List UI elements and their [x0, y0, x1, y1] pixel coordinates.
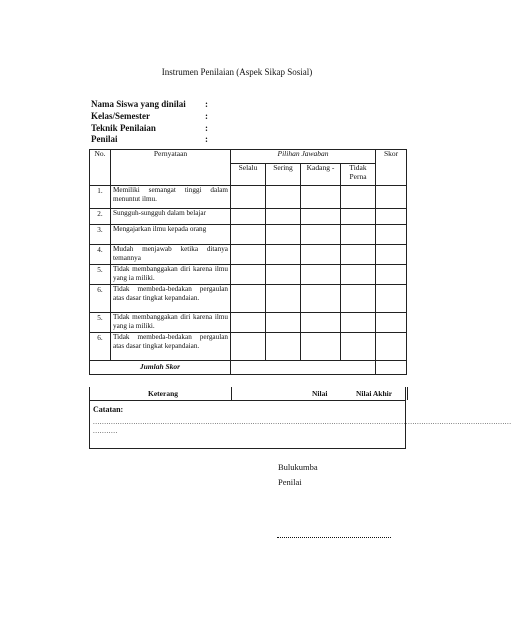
table-row — [90, 186, 407, 209]
signature-line — [277, 537, 391, 538]
nilai-label: Nilai — [312, 389, 328, 398]
header-option-sering: Sering — [266, 164, 301, 186]
catatan-label: Catatan: — [93, 405, 124, 414]
total-row — [90, 361, 407, 375]
answer-cell[interactable] — [266, 245, 301, 265]
answer-cell[interactable] — [341, 313, 376, 333]
field-kelas-semester — [91, 111, 208, 121]
field-label: Penilai — [91, 134, 118, 144]
answer-cell[interactable] — [231, 313, 266, 333]
header-pernyataan: Pernyataan — [111, 150, 231, 186]
table-row — [90, 245, 407, 265]
field-colon: : — [205, 134, 208, 144]
answer-cell[interactable] — [266, 285, 301, 313]
total-blank — [231, 361, 376, 375]
row-number: 2. — [90, 209, 111, 225]
field-colon: : — [205, 123, 208, 133]
answer-cell[interactable] — [301, 245, 341, 265]
total-label: Jumlah Skor — [90, 361, 231, 375]
row-statement: Tidak membeda-bedakan pergaulan atas dasar tingkat kepandaian. — [113, 285, 228, 302]
answer-cell[interactable] — [301, 333, 341, 361]
score-cell[interactable] — [376, 186, 407, 209]
row-statement: Mudah menjawab ketika ditanya temannya — [113, 245, 228, 262]
header-no: No. — [90, 150, 111, 186]
keterangan-label: Keterang — [148, 389, 178, 398]
answer-cell[interactable] — [266, 333, 301, 361]
answer-cell[interactable] — [341, 245, 376, 265]
row-number: 5. — [90, 313, 111, 333]
answer-cell[interactable] — [341, 265, 376, 285]
row-number: 4. — [90, 245, 111, 265]
answer-cell[interactable] — [266, 313, 301, 333]
answer-cell[interactable] — [341, 333, 376, 361]
score-cell[interactable] — [376, 265, 407, 285]
score-cell[interactable] — [376, 245, 407, 265]
field-colon: : — [205, 99, 208, 109]
answer-cell[interactable] — [301, 209, 341, 225]
row-number: 1. — [90, 186, 111, 209]
field-colon: : — [205, 111, 208, 121]
table-row — [90, 333, 407, 361]
table-row — [90, 209, 407, 225]
sign-place: Bulukumba — [278, 462, 318, 472]
score-cell[interactable] — [376, 313, 407, 333]
field-label: Teknik Penilaian — [91, 123, 156, 133]
answer-cell[interactable] — [266, 209, 301, 225]
score-cell[interactable] — [376, 285, 407, 313]
score-cell[interactable] — [376, 333, 407, 361]
row-number: 3. — [90, 225, 111, 245]
notes-section — [89, 387, 512, 449]
table-row — [90, 285, 407, 313]
answer-cell[interactable] — [266, 186, 301, 209]
row-statement: Mengajarkan ilmu kepada orang — [113, 225, 207, 233]
row-statement: Memiliki semangat tinggi dalam menuntut ilmu. — [113, 186, 228, 203]
nilai-akhir-label: Nilai Akhir — [356, 389, 393, 398]
answer-cell[interactable] — [266, 225, 301, 245]
table-row — [90, 313, 407, 333]
answer-cell[interactable] — [301, 313, 341, 333]
row-statement: Tidak membeda-bedakan pergaulan atas dasar tingkat kepandaian. — [113, 333, 228, 350]
answer-cell[interactable] — [266, 265, 301, 285]
field-label: Kelas/Semester — [91, 111, 150, 121]
answer-cell[interactable] — [231, 285, 266, 313]
row-number: 6. — [90, 285, 111, 313]
row-statement: Sungguh-sungguh dalam belajar — [113, 209, 207, 217]
answer-cell[interactable] — [341, 225, 376, 245]
table-row — [90, 265, 407, 285]
score-cell[interactable] — [376, 209, 407, 225]
answer-cell[interactable] — [231, 265, 266, 285]
assessment-table — [89, 149, 407, 375]
row-statement: Tidak membanggakan diri karena ilmu yang ia miliki. — [113, 313, 228, 330]
field-penilai — [91, 134, 208, 144]
sign-role: Penilai — [278, 477, 302, 487]
table-row — [90, 225, 407, 245]
document-title: Instrumen Penilaian (Aspek Sikap Sosial) — [161, 67, 313, 77]
answer-cell[interactable] — [231, 209, 266, 225]
answer-cell[interactable] — [341, 186, 376, 209]
answer-cell[interactable] — [231, 225, 266, 245]
keterangan-row — [90, 387, 405, 401]
score-cell[interactable] — [376, 225, 407, 245]
answer-cell[interactable] — [231, 186, 266, 209]
answer-cell[interactable] — [231, 245, 266, 265]
answer-cell[interactable] — [301, 186, 341, 209]
field-label: Nama Siswa yang dinilai — [91, 99, 186, 109]
field-nama-siswa — [91, 99, 208, 109]
total-score-cell[interactable] — [376, 361, 407, 375]
header-pilihan-jawaban: Pilihan Jawaban — [231, 150, 376, 164]
catatan-dots-line-1: .......................................................................................................................................................................................... — [93, 418, 512, 426]
header-skor: Skor — [376, 150, 407, 186]
row-number: 6. — [90, 333, 111, 361]
answer-cell[interactable] — [301, 225, 341, 245]
header-option-tidak-pernah: Tidak Perna — [341, 164, 376, 186]
answer-cell[interactable] — [301, 285, 341, 313]
row-statement: Tidak membanggakan diri karena ilmu yang ia miliki. — [113, 265, 228, 282]
answer-cell[interactable] — [341, 285, 376, 313]
row-number: 5. — [90, 265, 111, 285]
header-option-selalu: Selalu — [231, 164, 266, 186]
field-teknik-penilaian — [91, 123, 208, 133]
answer-cell[interactable] — [341, 209, 376, 225]
answer-cell[interactable] — [301, 265, 341, 285]
answer-cell[interactable] — [231, 333, 266, 361]
catatan-dots-line-2: ........... — [93, 427, 118, 435]
header-option-kadang: Kadang - — [301, 164, 341, 186]
